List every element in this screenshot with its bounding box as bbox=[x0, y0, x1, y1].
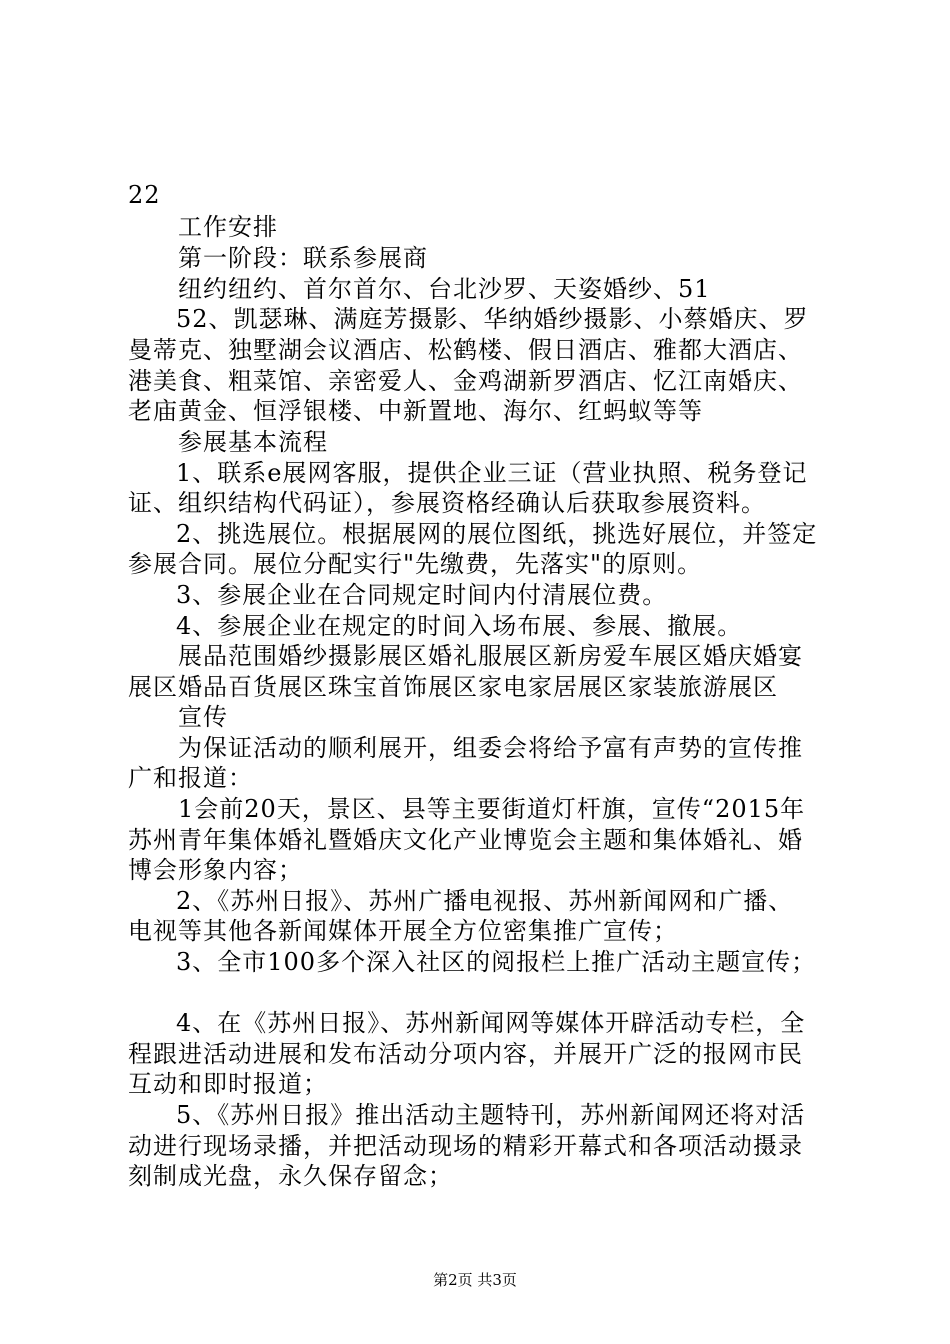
paragraph-line: 展品范围婚纱摄影展区婚礼服展区新房爱车展区婚庆婚宴 bbox=[178, 642, 803, 670]
paragraph-line: 苏州青年集体婚礼暨婚庆文化产业博览会主题和集体婚礼、婚 bbox=[128, 826, 803, 854]
page-number-fragment: 22 bbox=[128, 181, 161, 209]
paragraph-line: 电视等其他各新闻媒体开展全方位密集推广宣传； bbox=[128, 917, 678, 945]
paragraph-line: 程跟进活动进展和发布活动分项内容，并展开广泛的报网市民 bbox=[128, 1040, 803, 1068]
paragraph-line: 老庙黄金、恒浮银楼、中新置地、海尔、红蚂蚁等等 bbox=[128, 397, 703, 425]
paragraph-line: 参展合同。展位分配实行"先缴费，先落实"的原则。 bbox=[128, 550, 703, 578]
paragraph-line: 广和报道： bbox=[128, 764, 253, 792]
paragraph-line: 3、参展企业在合同规定时间内付清展位费。 bbox=[176, 581, 668, 609]
paragraph-line: 为保证活动的顺利展开，组委会将给予富有声势的宣传推 bbox=[178, 734, 803, 762]
section-heading: 参展基本流程 bbox=[178, 428, 328, 456]
paragraph-line: 4、参展企业在规定的时间入场布展、参展、撤展。 bbox=[176, 612, 743, 640]
paragraph-line: 曼蒂克、独墅湖会议酒店、松鹤楼、假日酒店、雅都大酒店、 bbox=[128, 336, 803, 364]
stage-heading: 第一阶段：联系参展商 bbox=[178, 244, 428, 272]
paragraph-line: 动进行现场录播，并把活动现场的精彩开幕式和各项活动摄录 bbox=[128, 1132, 803, 1160]
paragraph-line: 博会形象内容； bbox=[128, 856, 303, 884]
paragraph-line: 4、在《苏州日报》、苏州新闻网等媒体开辟活动专栏，全 bbox=[176, 1009, 806, 1037]
paragraph-line: 1会前20天，景区、县等主要街道灯杆旗，宣传“2015年 bbox=[178, 795, 806, 823]
paragraph-line: 港美食、粗菜馆、亲密爱人、金鸡湖新罗酒店、忆江南婚庆、 bbox=[128, 367, 803, 395]
paragraph-line: 2、《苏州日报》、苏州广播电视报、苏州新闻网和广播、 bbox=[176, 887, 794, 915]
section-heading: 工作安排 bbox=[178, 213, 278, 241]
paragraph-line: 2、挑选展位。根据展网的展位图纸，挑选好展位，并签定 bbox=[176, 520, 818, 548]
paragraph-line: 刻制成光盘，永久保存留念； bbox=[128, 1162, 453, 1190]
paragraph-line: 互动和即时报道； bbox=[128, 1070, 328, 1098]
paragraph-line: 展区婚品百货展区珠宝首饰展区家电家居展区家装旅游展区 bbox=[128, 673, 778, 701]
paragraph-line: 3、全市100多个深入社区的阅报栏上推广活动主题宣传； bbox=[176, 948, 817, 976]
paragraph-line: 52、凯瑟琳、满庭芳摄影、华纳婚纱摄影、小蔡婚庆、罗 bbox=[176, 305, 809, 333]
paragraph-line: 证、组织结构代码证），参展资格经确认后获取参展资料。 bbox=[128, 489, 766, 517]
paragraph-line: 1、联系e展网客服，提供企业三证（营业执照、税务登记 bbox=[176, 459, 808, 487]
page-footer: 第2页 共3页 bbox=[433, 1271, 517, 1289]
paragraph-line: 纽约纽约、首尔首尔、台北沙罗、天姿婚纱、51 bbox=[178, 275, 711, 303]
paragraph-line: 5、《苏州日报》推出活动主题特刊，苏州新闻网还将对活 bbox=[176, 1101, 806, 1129]
section-heading: 宣传 bbox=[178, 703, 228, 731]
